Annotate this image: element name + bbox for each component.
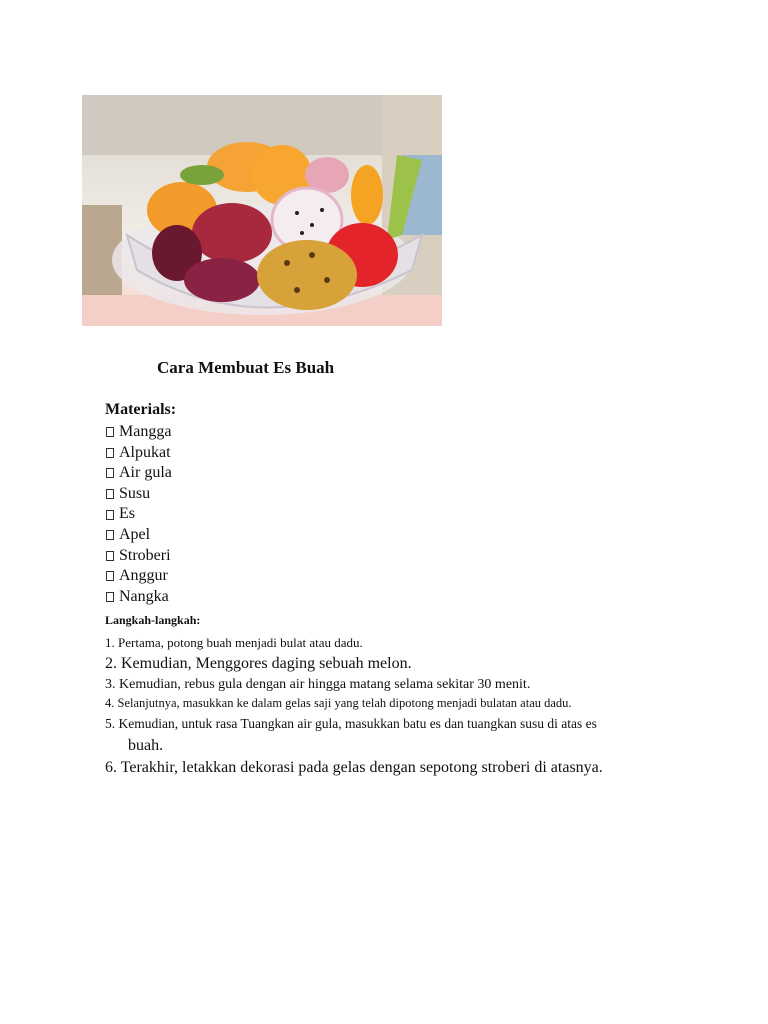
box-glyph-icon	[106, 427, 114, 437]
materials-list	[105, 422, 172, 607]
material-label: Alpukat	[119, 443, 171, 461]
step-4: 4. Selanjutnya, masukkan ke dalam gelas saji yang telah dipotong menjadi bulatan atau dadu.	[105, 696, 572, 710]
box-glyph-icon	[106, 551, 114, 561]
box-glyph-icon	[106, 571, 114, 581]
step-6: 6. Terakhir, letakkan dekorasi pada gelas dengan sepotong stroberi di atasnya.	[105, 759, 603, 776]
list-item	[105, 463, 172, 484]
list-item	[105, 566, 172, 587]
list-item	[105, 422, 172, 443]
box-glyph-icon	[106, 530, 114, 540]
material-label: Es	[119, 505, 135, 523]
material-label: Nangka	[119, 587, 169, 605]
material-label: Air gula	[119, 464, 172, 482]
box-glyph-icon	[106, 489, 114, 499]
list-item	[105, 587, 172, 608]
step-5-continuation: buah.	[128, 737, 164, 754]
box-glyph-icon	[106, 448, 114, 458]
material-label: Anggur	[119, 567, 168, 585]
material-label: Apel	[119, 525, 151, 543]
list-item	[105, 484, 172, 505]
box-glyph-icon	[106, 592, 114, 602]
fruit-ice-photo	[82, 95, 442, 326]
material-label: Stroberi	[119, 546, 171, 564]
step-3: 3. Kemudian, rebus gula dengan air hingga matang selama sekitar 30 menit.	[105, 677, 531, 692]
box-glyph-icon	[106, 510, 114, 520]
material-label: Mangga	[119, 423, 172, 440]
step-2: 2. Kemudian, Menggores daging sebuah melon.	[105, 655, 412, 672]
list-item	[105, 443, 172, 464]
steps-heading: Langkah-langkah:	[105, 613, 201, 627]
step-5: 5. Kemudian, untuk rasa Tuangkan air gula, masukkan batu es dan tuangkan susu di atas es	[105, 716, 597, 731]
list-item	[105, 504, 172, 525]
fruit-bowl-illustration	[82, 95, 442, 326]
list-item	[105, 525, 172, 546]
material-label: Susu	[119, 484, 151, 502]
recipe-title: Cara Membuat Es Buah	[157, 358, 335, 377]
list-item	[105, 546, 172, 567]
box-glyph-icon	[106, 468, 114, 478]
step-1: 1. Pertama, potong buah menjadi bulat atau dadu.	[105, 635, 363, 650]
materials-heading: Materials:	[105, 401, 177, 418]
